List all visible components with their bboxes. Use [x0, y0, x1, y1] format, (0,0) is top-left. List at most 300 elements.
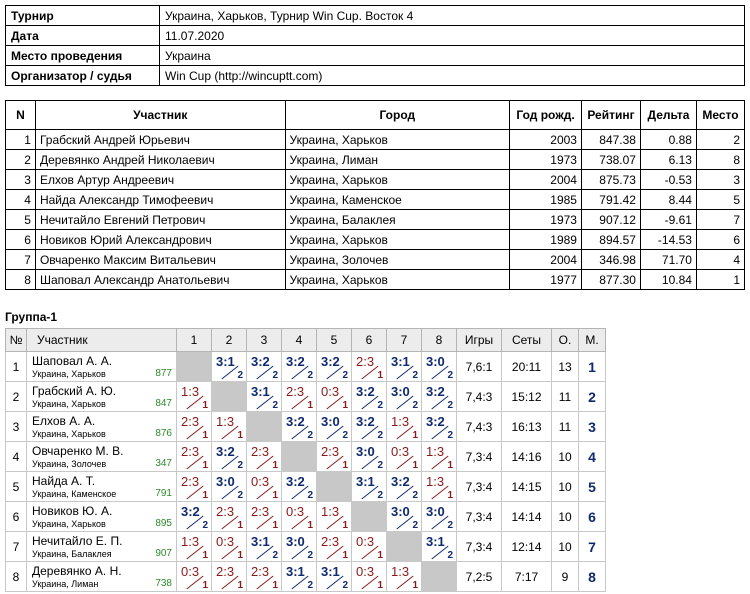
- group-player-name: Шаповал А. А.: [32, 354, 113, 368]
- group-row: [6, 352, 606, 382]
- tournament-info-table: [5, 5, 745, 86]
- participant-n: 5: [6, 210, 36, 230]
- participant-city: Украина, Лиман: [285, 150, 510, 170]
- group-points: 10: [552, 472, 579, 502]
- group-result-cell: [387, 382, 422, 412]
- group-player-city: Украина, Харьков: [32, 369, 106, 379]
- group-header-place: М.: [579, 329, 606, 352]
- participant-row: [6, 270, 745, 290]
- group-result-cell: [282, 532, 317, 562]
- participant-name: Грабский Андрей Юрьевич: [35, 130, 285, 150]
- group-result-score: 3:2: [426, 414, 445, 429]
- group-player-city: Украина, Золочев: [32, 459, 107, 469]
- info-value: 11.07.2020: [160, 26, 745, 46]
- group-result-cell: [387, 442, 422, 472]
- group-result-score: 3:1: [251, 534, 270, 549]
- group-result-cell: [177, 412, 212, 442]
- group-result-points: 1: [307, 400, 313, 411]
- group-player-rating: 847: [155, 398, 172, 409]
- group-result-points: 1: [447, 490, 453, 501]
- group-place: 6: [579, 502, 606, 532]
- group-header-sets: Сеты: [502, 329, 552, 352]
- participant-row: [6, 210, 745, 230]
- group-result-cell: [177, 532, 212, 562]
- participant-city: Украина, Харьков: [285, 130, 510, 150]
- group-player-cell: [27, 532, 177, 562]
- group-result-score: 3:2: [321, 354, 340, 369]
- group-result-points: 1: [202, 550, 208, 561]
- participants-header: Год рожд.: [510, 101, 582, 130]
- group-row-no: 2: [6, 382, 27, 412]
- group-result-cell: [212, 352, 247, 382]
- group-result-points: 2: [307, 490, 313, 501]
- info-value: Украина, Харьков, Турнир Win Cup. Восток 4: [160, 6, 745, 26]
- group-result-cell: [422, 352, 457, 382]
- info-value: Украина: [160, 46, 745, 66]
- group-games: 7,3:4: [457, 472, 502, 502]
- info-label: Турнир: [6, 6, 160, 26]
- info-row: [6, 46, 745, 66]
- group-result-score: 3:2: [216, 444, 235, 459]
- info-label: Место проведения: [6, 46, 160, 66]
- group-result-score: 3:2: [356, 414, 375, 429]
- group-self-cell: [212, 382, 247, 412]
- participant-rating: 875.73: [581, 170, 640, 190]
- group-player-rating: 791: [155, 488, 172, 499]
- group-result-score: 3:1: [321, 564, 340, 579]
- group-result-score: 3:2: [286, 474, 305, 489]
- info-row: [6, 66, 745, 86]
- group-result-points: 1: [202, 490, 208, 501]
- participant-place: 8: [696, 150, 744, 170]
- group-result-score: 2:3: [356, 354, 375, 369]
- participants-header: N: [6, 101, 36, 130]
- group-result-score: 3:2: [286, 354, 305, 369]
- group-self-cell: [352, 502, 387, 532]
- participant-name: Деревянко Андрей Николаевич: [35, 150, 285, 170]
- participant-n: 8: [6, 270, 36, 290]
- participant-n: 3: [6, 170, 36, 190]
- group-result-cell: [422, 442, 457, 472]
- group-player-cell: [27, 442, 177, 472]
- participant-place: 4: [696, 250, 744, 270]
- group-result-points: 2: [447, 550, 453, 561]
- group-result-points: 1: [412, 460, 418, 471]
- group-result-score: 2:3: [251, 564, 270, 579]
- group-result-points: 1: [237, 550, 243, 561]
- group-result-cell: [317, 352, 352, 382]
- group-games: 7,4:3: [457, 412, 502, 442]
- group-result-points: 1: [272, 580, 278, 591]
- group-place: 2: [579, 382, 606, 412]
- participant-delta: -9.61: [640, 210, 696, 230]
- group-result-points: 2: [377, 490, 383, 501]
- participant-delta: -0.53: [640, 170, 696, 190]
- group-result-points: 2: [307, 430, 313, 441]
- info-row: [6, 6, 745, 26]
- group-points: 13: [552, 352, 579, 382]
- group-player-rating: 347: [155, 458, 172, 469]
- group-result-cell: [177, 562, 212, 592]
- group-result-cell: [352, 382, 387, 412]
- group-result-score: 3:0: [391, 384, 410, 399]
- group-result-points: 1: [377, 370, 383, 381]
- participant-year: 2004: [510, 170, 582, 190]
- group-place: 4: [579, 442, 606, 472]
- participant-name: Елхов Артур Андреевич: [35, 170, 285, 190]
- group-player-city: Украина, Лиман: [32, 579, 99, 589]
- participant-n: 4: [6, 190, 36, 210]
- group-result-score: 3:1: [356, 474, 375, 489]
- group-place: 7: [579, 532, 606, 562]
- group-player-name: Найда А. Т.: [32, 474, 96, 488]
- group-result-cell: [317, 562, 352, 592]
- group-row: [6, 382, 606, 412]
- group-result-points: 2: [377, 400, 383, 411]
- group-result-cell: [317, 532, 352, 562]
- group-place: 1: [579, 352, 606, 382]
- group-result-points: 2: [272, 550, 278, 561]
- participant-city: Украина, Харьков: [285, 230, 510, 250]
- group-result-cell: [212, 502, 247, 532]
- info-value: Win Cup (http://wincuptt.com): [160, 66, 745, 86]
- group-result-points: 2: [447, 370, 453, 381]
- group-row: [6, 472, 606, 502]
- group-result-points: 2: [377, 430, 383, 441]
- group-sets: 7:17: [502, 562, 552, 592]
- group-result-score: 1:3: [391, 414, 410, 429]
- group-result-score: 3:2: [356, 384, 375, 399]
- participant-place: 5: [696, 190, 744, 210]
- participant-n: 7: [6, 250, 36, 270]
- group-result-points: 2: [342, 370, 348, 381]
- group-result-score: 0:3: [181, 564, 200, 579]
- group-result-score: 0:3: [391, 444, 410, 459]
- participant-delta: 71.70: [640, 250, 696, 270]
- group-place: 5: [579, 472, 606, 502]
- group-result-score: 3:2: [391, 474, 410, 489]
- group-result-cell: [282, 352, 317, 382]
- participant-row: [6, 130, 745, 150]
- group-player-name: Овчаренко М. В.: [32, 444, 124, 458]
- group-header-col: 3: [247, 329, 282, 352]
- group-result-score: 0:3: [321, 384, 340, 399]
- group-result-points: 1: [447, 460, 453, 471]
- group-row-no: 6: [6, 502, 27, 532]
- group-row-no: 4: [6, 442, 27, 472]
- group-self-cell: [317, 472, 352, 502]
- group-result-points: 2: [412, 490, 418, 501]
- group-result-cell: [282, 412, 317, 442]
- participant-name: Новиков Юрий Александрович: [35, 230, 285, 250]
- participant-year: 1985: [510, 190, 582, 210]
- group-player-name: Елхов А. А.: [32, 414, 96, 428]
- group-result-score: 3:1: [391, 354, 410, 369]
- group-points: 9: [552, 562, 579, 592]
- group-result-cell: [282, 562, 317, 592]
- group-games: 7,3:4: [457, 502, 502, 532]
- participant-year: 1989: [510, 230, 582, 250]
- group-result-points: 2: [412, 520, 418, 531]
- group-result-points: 1: [342, 400, 348, 411]
- group-result-cell: [387, 502, 422, 532]
- group-result-score: 3:0: [391, 504, 410, 519]
- participant-year: 2004: [510, 250, 582, 270]
- participant-rating: 738.07: [581, 150, 640, 170]
- info-label: Дата: [6, 26, 160, 46]
- group-result-cell: [282, 382, 317, 412]
- group-header-col: 8: [422, 329, 457, 352]
- participant-rating: 346.98: [581, 250, 640, 270]
- group-self-cell: [282, 442, 317, 472]
- group-result-points: 1: [237, 430, 243, 441]
- group-result-score: 2:3: [181, 414, 200, 429]
- group-result-score: 1:3: [391, 564, 410, 579]
- group-result-score: 2:3: [181, 444, 200, 459]
- participants-header: Город: [285, 101, 510, 130]
- group-result-cell: [212, 442, 247, 472]
- group-result-points: 2: [237, 490, 243, 501]
- group-self-cell: [177, 352, 212, 382]
- group-result-cell: [387, 352, 422, 382]
- group-player-cell: [27, 562, 177, 592]
- group-result-points: 1: [202, 580, 208, 591]
- group-header-games: Игры: [457, 329, 502, 352]
- participants-header: Место: [696, 101, 744, 130]
- group-result-points: 2: [272, 370, 278, 381]
- participant-row: [6, 170, 745, 190]
- participant-city: Украина, Каменское: [285, 190, 510, 210]
- group-result-cell: [212, 532, 247, 562]
- group-result-points: 1: [202, 400, 208, 411]
- group-result-cell: [387, 472, 422, 502]
- group-sets: 16:13: [502, 412, 552, 442]
- group-player-rating: 738: [155, 578, 172, 589]
- group-result-points: 2: [307, 370, 313, 381]
- group-result-cell: [387, 412, 422, 442]
- group-result-cell: [177, 472, 212, 502]
- info-row: [6, 26, 745, 46]
- group-result-score: 3:1: [216, 354, 235, 369]
- group-result-cell: [247, 562, 282, 592]
- group-row: [6, 532, 606, 562]
- participant-name: Найда Александр Тимофеевич: [35, 190, 285, 210]
- group-games: 7,3:4: [457, 442, 502, 472]
- group-result-score: 0:3: [356, 564, 375, 579]
- group-place: 8: [579, 562, 606, 592]
- group-games: 7,3:4: [457, 532, 502, 562]
- group-result-score: 3:1: [426, 534, 445, 549]
- group-result-cell: [352, 442, 387, 472]
- group-result-score: 0:3: [356, 534, 375, 549]
- group-result-points: 1: [342, 550, 348, 561]
- group-points: 10: [552, 442, 579, 472]
- participant-row: [6, 150, 745, 170]
- group-result-cell: [422, 532, 457, 562]
- group-result-points: 2: [237, 460, 243, 471]
- group-self-cell: [247, 412, 282, 442]
- group-result-score: 2:3: [181, 474, 200, 489]
- participant-name: Нечитайло Евгений Петрович: [35, 210, 285, 230]
- group-row: [6, 412, 606, 442]
- group-result-cell: [212, 562, 247, 592]
- group-result-score: 3:1: [286, 564, 305, 579]
- group-header-no: №: [6, 329, 27, 352]
- group-games: 7,6:1: [457, 352, 502, 382]
- participant-name: Шаповал Александр Анатольевич: [35, 270, 285, 290]
- group-result-score: 0:3: [286, 504, 305, 519]
- group-result-cell: [177, 502, 212, 532]
- group-player-rating: 895: [155, 518, 172, 529]
- participant-rating: 877.30: [581, 270, 640, 290]
- participant-delta: 10.84: [640, 270, 696, 290]
- participants-header: Рейтинг: [581, 101, 640, 130]
- group-crosstable: [5, 328, 606, 592]
- group-result-points: 1: [272, 490, 278, 501]
- group-header-col: 6: [352, 329, 387, 352]
- group-result-cell: [212, 412, 247, 442]
- group-result-score: 0:3: [216, 534, 235, 549]
- group-result-score: 2:3: [286, 384, 305, 399]
- group-result-score: 1:3: [321, 504, 340, 519]
- group-result-score: 3:2: [286, 414, 305, 429]
- group-result-cell: [422, 502, 457, 532]
- group-result-score: 2:3: [321, 444, 340, 459]
- participant-place: 7: [696, 210, 744, 230]
- participant-delta: 0.88: [640, 130, 696, 150]
- group-points: 11: [552, 412, 579, 442]
- participant-delta: 6.13: [640, 150, 696, 170]
- participant-row: [6, 190, 745, 210]
- participant-place: 3: [696, 170, 744, 190]
- participant-delta: 8.44: [640, 190, 696, 210]
- group-player-rating: 876: [155, 428, 172, 439]
- group-result-score: 3:0: [216, 474, 235, 489]
- group-result-score: 1:3: [426, 444, 445, 459]
- group-result-points: 2: [447, 400, 453, 411]
- group-result-points: 2: [377, 460, 383, 471]
- group-result-score: 2:3: [321, 534, 340, 549]
- group-result-points: 2: [272, 400, 278, 411]
- group-result-cell: [247, 352, 282, 382]
- group-result-score: 3:2: [181, 504, 200, 519]
- participant-name: Овчаренко Максим Витальевич: [35, 250, 285, 270]
- group-result-points: 1: [272, 520, 278, 531]
- group-result-points: 2: [447, 520, 453, 531]
- participant-city: Украина, Балаклея: [285, 210, 510, 230]
- participant-place: 1: [696, 270, 744, 290]
- group-result-cell: [422, 472, 457, 502]
- group-result-score: 0:3: [251, 474, 270, 489]
- group-points: 10: [552, 502, 579, 532]
- participant-year: 2003: [510, 130, 582, 150]
- group-result-points: 1: [377, 580, 383, 591]
- group-row: [6, 502, 606, 532]
- group-player-name: Нечитайло Е. П.: [32, 534, 123, 548]
- group-result-points: 1: [342, 520, 348, 531]
- participant-row: [6, 250, 745, 270]
- group-self-cell: [387, 532, 422, 562]
- group-result-cell: [387, 562, 422, 592]
- group-row-no: 1: [6, 352, 27, 382]
- group-result-cell: [352, 562, 387, 592]
- group-result-cell: [177, 382, 212, 412]
- group-result-score: 3:0: [356, 444, 375, 459]
- group-result-score: 1:3: [426, 474, 445, 489]
- group-result-cell: [247, 472, 282, 502]
- group-result-points: 2: [237, 370, 243, 381]
- group-sets: 12:14: [502, 532, 552, 562]
- participants-header: Дельта: [640, 101, 696, 130]
- participant-rating: 847.38: [581, 130, 640, 150]
- group-player-rating: 877: [155, 368, 172, 379]
- group-result-points: 1: [237, 520, 243, 531]
- group-player-city: Украина, Харьков: [32, 519, 106, 529]
- group-result-cell: [282, 502, 317, 532]
- group-result-cell: [422, 412, 457, 442]
- group-result-points: 1: [412, 580, 418, 591]
- group-result-points: 2: [412, 370, 418, 381]
- group-result-score: 3:0: [426, 504, 445, 519]
- group-result-points: 2: [342, 580, 348, 591]
- group-sets: 15:12: [502, 382, 552, 412]
- group-result-points: 2: [202, 520, 208, 531]
- group-result-cell: [177, 442, 212, 472]
- group-result-cell: [247, 502, 282, 532]
- group-result-points: 2: [342, 430, 348, 441]
- group-player-cell: [27, 382, 177, 412]
- group-result-cell: [282, 472, 317, 502]
- group-result-cell: [352, 532, 387, 562]
- group-result-cell: [247, 382, 282, 412]
- group-header-points: О.: [552, 329, 579, 352]
- group-result-cell: [247, 442, 282, 472]
- group-sets: 20:11: [502, 352, 552, 382]
- group-header-col: 4: [282, 329, 317, 352]
- group-result-score: 3:0: [321, 414, 340, 429]
- group-result-score: 3:2: [426, 384, 445, 399]
- group-result-points: 1: [272, 460, 278, 471]
- participant-city: Украина, Золочев: [285, 250, 510, 270]
- group-header-col: 2: [212, 329, 247, 352]
- group-result-score: 3:0: [286, 534, 305, 549]
- info-label: Организатор / судья: [6, 66, 160, 86]
- group-sets: 14:16: [502, 442, 552, 472]
- group-title: Группа-1: [5, 310, 58, 324]
- group-header-col: 7: [387, 329, 422, 352]
- group-result-score: 3:2: [251, 354, 270, 369]
- group-place: 3: [579, 412, 606, 442]
- group-result-cell: [317, 502, 352, 532]
- group-player-cell: [27, 472, 177, 502]
- participant-n: 2: [6, 150, 36, 170]
- group-result-score: 3:0: [426, 354, 445, 369]
- group-row: [6, 442, 606, 472]
- group-player-name: Деревянко А. Н.: [32, 564, 122, 578]
- group-player-city: Украина, Балаклея: [32, 549, 112, 559]
- group-header-player: Участник: [27, 329, 177, 352]
- participant-year: 1973: [510, 150, 582, 170]
- group-result-points: 1: [307, 520, 313, 531]
- group-points: 11: [552, 382, 579, 412]
- group-player-cell: [27, 412, 177, 442]
- group-games: 7,2:5: [457, 562, 502, 592]
- group-self-cell: [422, 562, 457, 592]
- group-result-points: 1: [377, 550, 383, 561]
- participant-delta: -14.53: [640, 230, 696, 250]
- group-player-name: Новиков Ю. А.: [32, 504, 113, 518]
- group-result-points: 1: [202, 430, 208, 441]
